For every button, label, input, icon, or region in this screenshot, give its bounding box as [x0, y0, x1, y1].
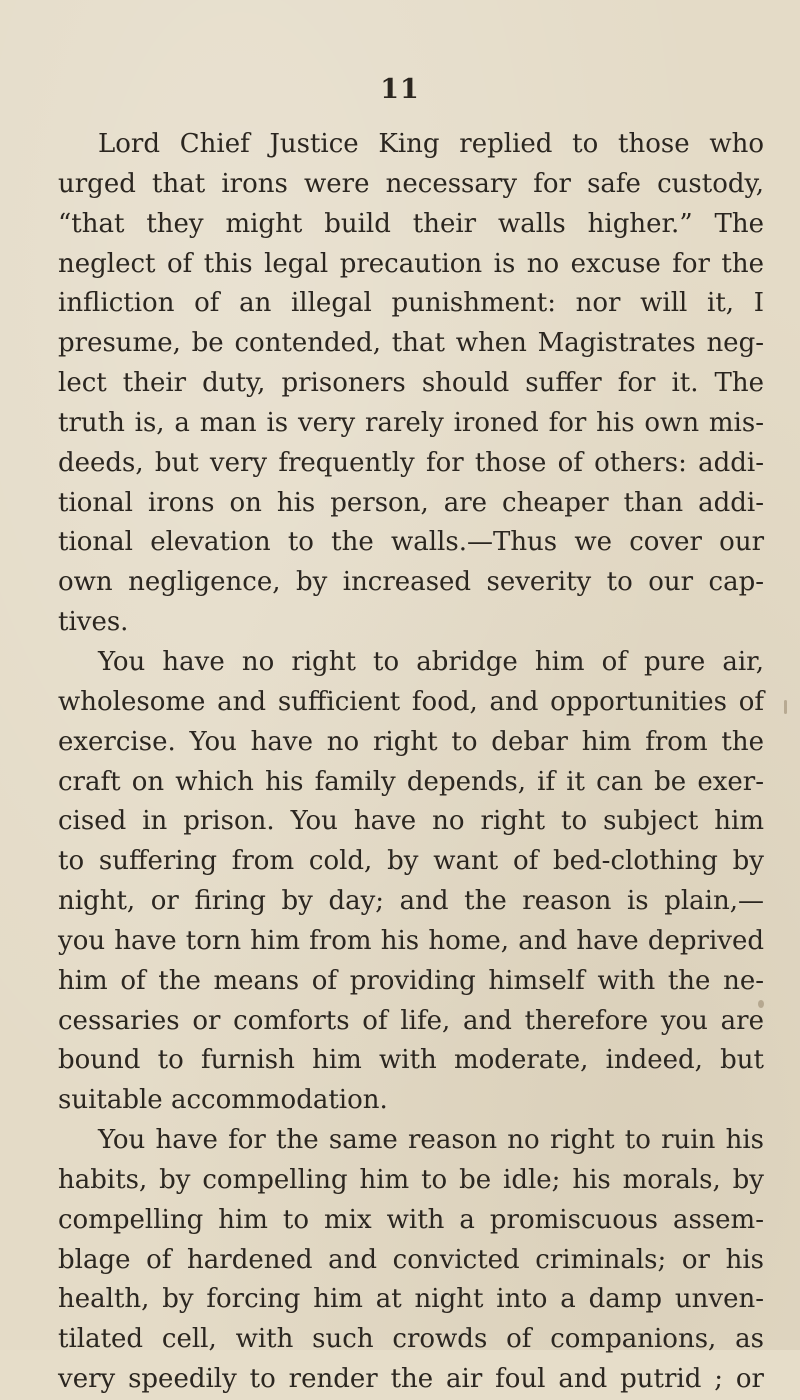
text-line: health, by forcing him at night into a damp unven-: [58, 1284, 764, 1315]
text-line: you have torn him from his home, and have deprived: [58, 925, 764, 956]
text-line: You have no right to abridge him of pure air,: [98, 646, 764, 677]
text-line: blage of hardened and convicted criminals; or his: [58, 1244, 764, 1275]
text-line: bound to furnish him with moderate, indeed, but: [58, 1045, 764, 1076]
text-line: to suffering from cold, by want of bed-clothing by: [58, 846, 764, 877]
text-line: infliction of an illegal punishment: nor will it, I: [58, 288, 764, 319]
text-line: suitable accommodation.: [58, 1085, 388, 1116]
text-line: deeds, but very frequently for those of others: addi-: [58, 447, 764, 478]
text-line: own negligence, by increased severity to our cap-: [58, 567, 764, 598]
text-line: cessaries or comforts of life, and therefore you are: [58, 1005, 764, 1036]
text-line: lect their duty, prisoners should suffer for it. The: [58, 368, 764, 399]
text-line: tional irons on his person, are cheaper than addi-: [58, 487, 764, 518]
text-line: craft on which his family depends, if it can be exer-: [58, 766, 764, 797]
text-line: truth is, a man is very rarely ironed for his own mis-: [58, 407, 764, 438]
text-line: neglect of this legal precaution is no excuse for the: [58, 248, 764, 279]
text-line: exercise. You have no right to debar him from the: [58, 726, 764, 757]
text-line: habits, by compelling him to be idle; his morals, by: [58, 1164, 764, 1195]
text-line: night, or firing by day; and the reason is plain,—: [58, 886, 764, 917]
text-line: very speedily to render the air foul and putrid ; or: [58, 1364, 764, 1395]
paper-blemish: [758, 1000, 764, 1008]
text-line: “that they might build their walls higher.” The: [58, 208, 764, 239]
text-line: wholesome and sufficient food, and opportunities of: [58, 686, 764, 717]
text-line: urged that irons were necessary for safe custody,: [58, 168, 764, 199]
body-text: [58, 125, 764, 1400]
paper-blemish: [784, 700, 787, 714]
page-number: 11: [380, 74, 420, 105]
text-line: him of the means of providing himself with the ne-: [58, 965, 764, 996]
text-line: presume, be contended, that when Magistrates neg-: [58, 328, 764, 359]
text-line: You have for the same reason no right to ruin his: [98, 1125, 764, 1156]
text-line: cised in prison. You have no right to subject him: [58, 806, 764, 837]
text-line: compelling him to mix with a promiscuous assem-: [58, 1204, 764, 1235]
text-line: tilated cell, with such crowds of companions, as: [58, 1324, 764, 1355]
text-line: Lord Chief Justice King replied to those who: [98, 129, 764, 159]
text-line: tives.: [58, 607, 129, 638]
text-line: tional elevation to the walls.—Thus we cover our: [58, 527, 764, 558]
